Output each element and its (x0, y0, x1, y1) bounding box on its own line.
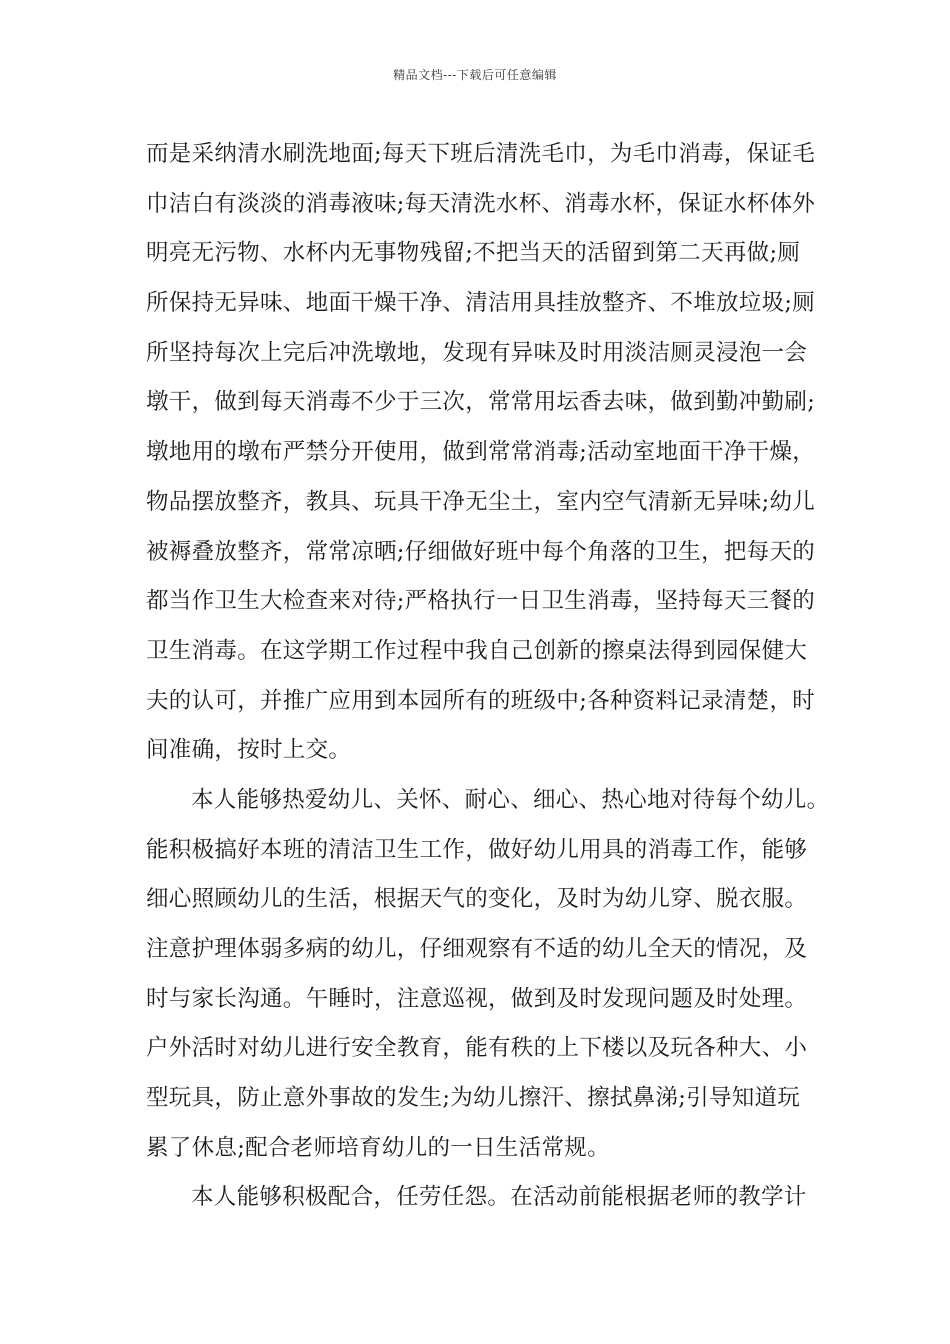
text-line: 注意护理体弱多病的幼儿，仔细观察有不适的幼儿全天的情况，及 (146, 936, 808, 962)
text-line: 所坚持每次上完后冲洗墩地，发现有异味及时用淡洁厕灵浸泡一会 (146, 339, 808, 366)
paragraph-1 (146, 130, 826, 776)
text-line: 巾洁白有淡淡的消毒液味;每天清洗水杯、消毒水杯，保证水杯体外 (146, 190, 816, 217)
text-line: 物品摆放整齐，教具、玩具干净无尘土，室内空气清新无异味;幼儿 (146, 488, 816, 515)
text-line: 都当作卫生大检查来对待;严格执行一日卫生消毒，坚持每天三餐的 (146, 588, 816, 615)
text-line: 型玩具，防止意外事故的发生;为幼儿擦汗、擦拭鼻涕;引导知道玩 (146, 1085, 801, 1112)
text-line: 所保持无异味、地面干燥干净、清洁用具挂放整齐、不堆放垃圾;厕 (146, 290, 816, 317)
text-line: 本人能够热爱幼儿、关怀、耐心、细心、热心地对待每个幼儿。 (191, 786, 830, 813)
text-line: 而是采纳清水刷洗地面;每天下班后清洗毛巾，为毛巾消毒，保证毛 (146, 141, 816, 167)
text-line: 卫生消毒。在这学期工作过程中我自己创新的擦桌法得到园保健大 (146, 637, 808, 664)
text-line: 夫的认可，并推广应用到本园所有的班级中;各种资料记录清楚，时 (146, 687, 816, 714)
text-line: 墩地用的墩布严禁分开使用，做到常常消毒;活动室地面干净干燥， (146, 439, 816, 466)
text-line: 能积极搞好本班的清洁卫生工作，做好幼儿用具的消毒工作，能够 (146, 836, 808, 863)
text-line: 明亮无污物、水杯内无事物残留;不把当天的活留到第二天再做;厕 (146, 240, 801, 267)
text-line: 时与家长沟通。午睡时，注意巡视，做到及时发现问题及时处理。 (146, 985, 808, 1012)
text-line: 本人能够积极配合，任劳任怨。在活动前能根据老师的教学计 (191, 1184, 807, 1211)
text-line: 被褥叠放整齐，常常凉晒;仔细做好班中每个角落的卫生，把每天的 (146, 538, 816, 565)
text-line: 细心照顾幼儿的生活，根据天气的变化，及时为幼儿穿、脱衣服。 (146, 886, 808, 913)
paragraph-2 (146, 776, 830, 1174)
text-line: 累了休息;配合老师培育幼儿的一日生活常规。 (146, 1134, 610, 1161)
text-line: 墩干，做到每天消毒不少于三次，常常用坛香去味，做到勤冲勤刷; (146, 389, 816, 416)
text-line: 户外活时对幼儿进行安全教育，能有秩的上下楼以及玩各种大、小 (146, 1035, 808, 1062)
paragraph-3 (146, 1173, 826, 1223)
document-body (146, 130, 830, 1223)
text-line: 间准确，按时上交。 (146, 737, 352, 764)
page-header: 精品文档---下载后可任意编辑 (393, 68, 557, 82)
